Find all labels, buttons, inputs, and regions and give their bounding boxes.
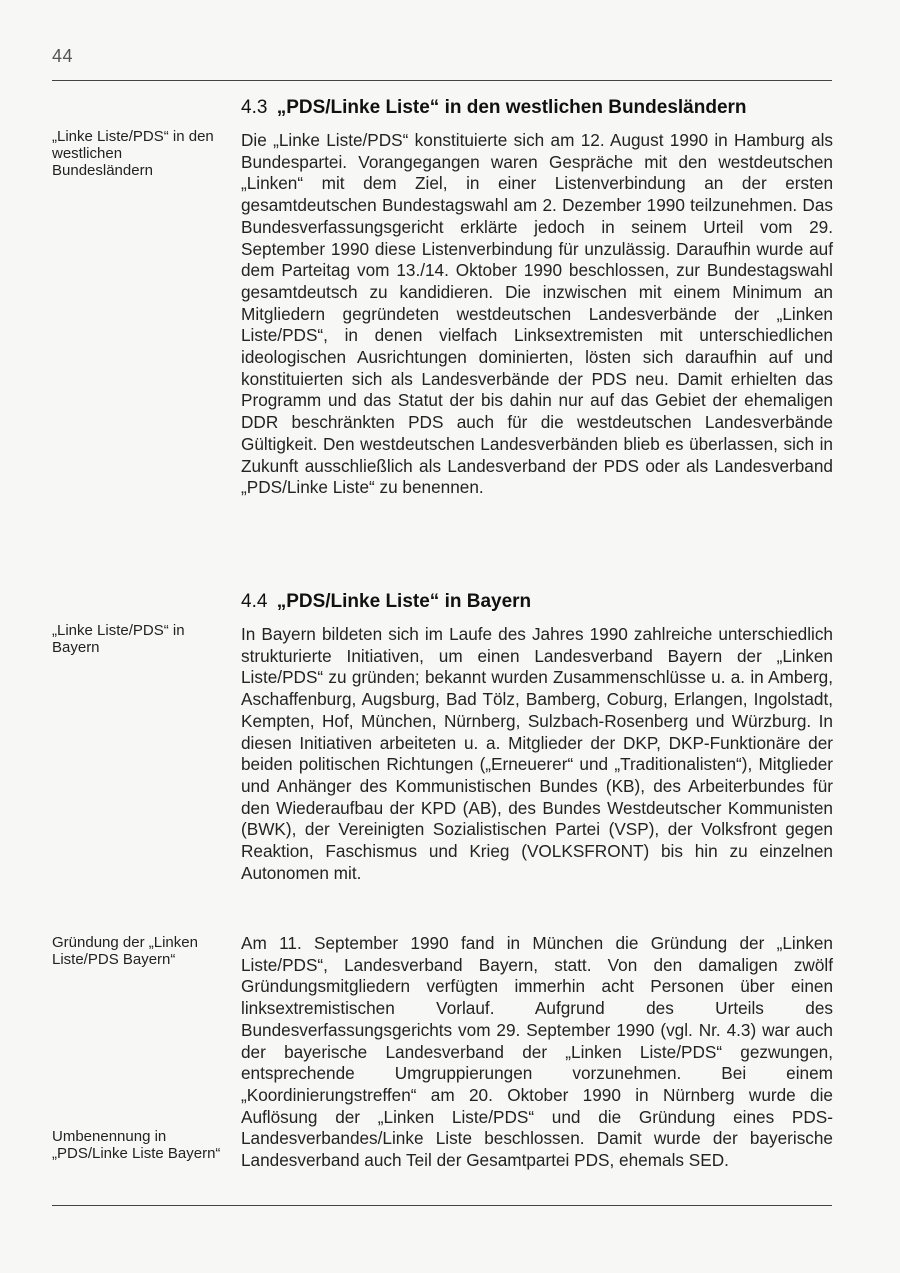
section-number: 4.4: [241, 591, 268, 612]
margin-note-gruendung: Gründung der „Linken Liste/PDS Bayern“: [52, 934, 198, 968]
margin-note-west: „Linke Liste/PDS“ in den westlichen Bundesländern: [52, 128, 214, 179]
section-number: 4.3: [241, 97, 268, 118]
paragraph-west-states: Die „Linke Liste/PDS“ konstituierte sich am 12. August 1990 in Hamburg als Bundespartei. Vorangegangen waren Gespräche mit den westdeutschen „Linken“ mit dem Ziel, in einer Listenverbindung an der ersten gesamtdeutschen Bundestagswahl am 2. Dezember 1990 teilzunehmen. Das Bundesverfassungsgericht erklärte jedoch in seinem Urteil vom 29. September 1990 diese Listenverbindung für unzulässig. Daraufhin wurde auf dem Parteitag vom 13./14. Oktober 1990 beschlossen, zur Bundestagswahl gesamtdeutsch zu kandidieren. Die inzwischen mit einem Minimum an Mitgliedern gegründeten westdeutschen Landesverbände der „Linken Liste/PDS“, in denen vielfach Linksextremisten mit unterschiedlichen ideologischen Ausrichtungen dominierten, lösten sich daraufhin auf und konstituierten sich als Landesverbände der PDS neu. Damit erhielten das Programm und das Statut der bis dahin nur auf das Gebiet der ehemaligen DDR beschränkten PDS auch für die westdeutschen Landesverbände Gültigkeit. Den westdeutschen Landesverbänden blieb es überlassen, sich in Zukunft ausschließlich als Landesverband der PDS oder als Landesverband „PDS/Linke Liste“ zu benennen.: [241, 130, 833, 498]
margin-note-bayern: „Linke Liste/PDS“ in Bayern: [52, 622, 185, 656]
section-heading-4-3: [241, 97, 841, 119]
paragraph-bayern-initiatives: In Bayern bildeten sich im Laufe des Jahres 1990 zahlreiche unterschiedlich strukturierte Initiativen, um einen Landesverband Bayern der „Linken Liste/PDS“ zu gründen; bekannt wurden Zusammenschlüsse u. a. in Amberg, Aschaffenburg, Augsburg, Bad Tölz, Bamberg, Coburg, Erlangen, Ingolstadt, Kempten, Hof, München, Nürnberg, Sulzbach-Rosenberg und Würzburg. In diesen Initiativen arbeiteten u. a. Mitglieder der DKP, DKP-Funktionäre der beiden politischen Richtungen („Erneuerer“ und „Traditionalisten“), Mitglieder und Anhänger des Kommunistischen Bundes (KB), des Arbeiterbundes für den Wiederaufbau der KPD (AB), des Bundes Westdeutscher Kommunisten (BWK), der Vereinigten Sozialistischen Partei (VSP), der Volksfront gegen Reaktion, Faschismus und Krieg (VOLKSFRONT) bis hin zu einzelnen Autonomen mit.: [241, 624, 833, 883]
header-rule: [52, 80, 832, 81]
footer-rule: [52, 1205, 832, 1206]
section-title: „PDS/Linke Liste“ in Bayern: [276, 591, 532, 612]
paragraph-gruendung: Am 11. September 1990 fand in München die Gründung der „Linken Liste/PDS“, Landesverband Bayern, statt. Von den damaligen zwölf Gründungsmitgliedern verfügten immerhin acht Personen über einen linksextremistischen Vorlauf. Aufgrund des Urteils des Bundesverfassungsgerichts vom 29. September 1990 (vgl. Nr. 4.3) war auch der bayerische Landesverband der „Linken Liste/PDS“ gezwungen, entsprechende Umgruppierungen vorzunehmen. Bei einem „Koordinierungstreffen“ am 20. Oktober 1990 in Nürnberg wurde die Auflösung der „Linken Liste/PDS“ und die Gründung eines PDS-Landesverbandes/Linke Liste beschlossen. Damit wurde der bayerische Landesverband auch Teil der Gesamtpartei PDS, ehemals SED.: [241, 933, 833, 1171]
section-heading-4-4: [241, 591, 841, 613]
page-number: 44: [52, 46, 74, 66]
margin-note-umbenennung: Umbenennung in „PDS/Linke Liste Bayern“: [52, 1128, 221, 1162]
section-title: „PDS/Linke Liste“ in den westlichen Bundesländern: [276, 97, 747, 118]
